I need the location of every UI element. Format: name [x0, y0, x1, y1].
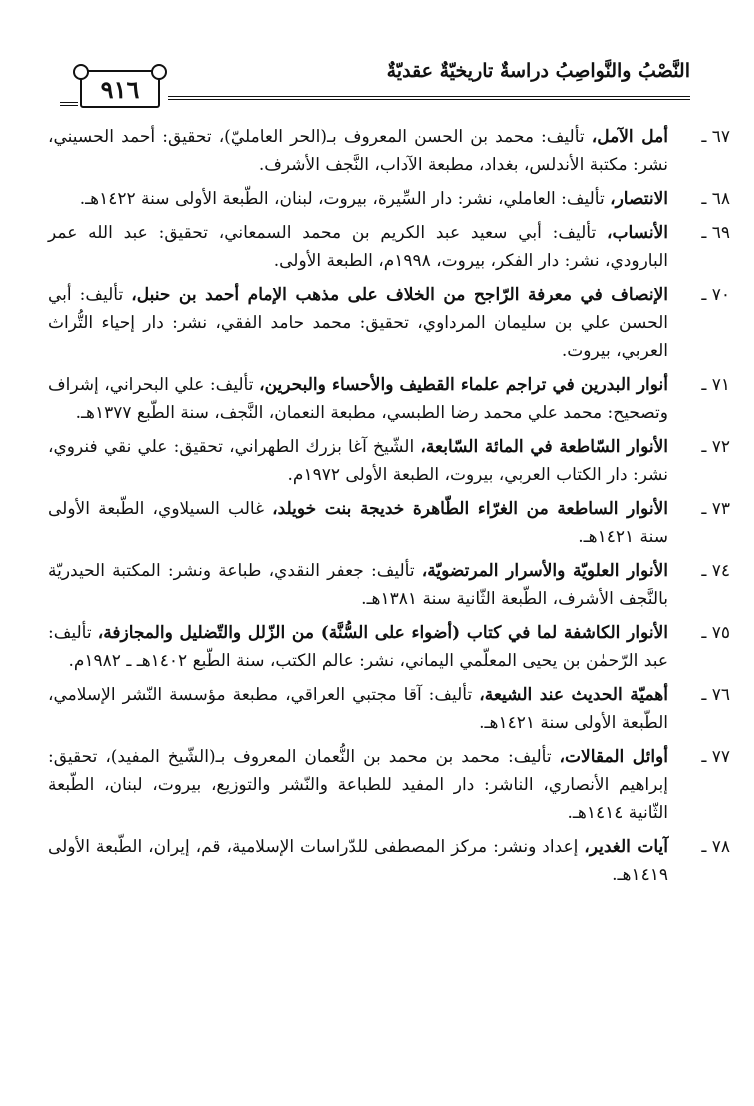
entry-title: الإنصاف في معرفة الرّاجح من الخلاف على مذهب الإمام أحمد بن حنبل،: [131, 285, 669, 305]
entry-number: ٧٤ ـ: [701, 561, 730, 581]
entry-title: أنوار البدرين في تراجم علماء القطيف والأحساء والبحرين،: [259, 375, 668, 395]
bibliography-entry-75: [48, 619, 730, 675]
entry-title: الأنساب،: [607, 223, 668, 243]
entry-number: ٧٣ ـ: [701, 499, 730, 519]
entry-number: ٧٠ ـ: [701, 285, 730, 305]
entry-title: الأنوار العلويّة والأسرار المرتضويّة،: [421, 561, 668, 581]
header-rule: [168, 96, 690, 97]
running-title: النَّصْبُ والنَّواصِبُ دراسةٌ تاريخيّةٌ عقديّةٌ: [386, 60, 690, 82]
frame-ornament-double: [60, 105, 78, 106]
entry-title: الأنوار الكاشفة لما في كتاب (أضواء على السُّنَّة) من الزّلل والتّضليل والمجازفة،: [97, 623, 668, 643]
entry-details: تأليف: آقا مجتبي العراقي، مطبعة مؤسسة النّشر الإسلامي، الطّبعة الأولى سنة ١٤٢١هـ.: [48, 685, 668, 733]
entry-details: تأليف: أبي سعيد عبد الكريم بن محمد السمعاني، تحقيق: عبد الله عمر البارودي، نشر: دار الفكر، بيروت، ١٩٩٨م، الطبعة الأولى.: [48, 223, 668, 271]
entry-number: ٧٧ ـ: [701, 747, 730, 767]
entry-number: ٧٦ ـ: [701, 685, 730, 705]
bibliography-entry-76: [48, 681, 730, 737]
entry-details: إعداد ونشر: مركز المصطفى للدّراسات الإسلامية، قم، إيران، الطّبعة الأولى ١٤١٩هـ.: [48, 837, 668, 885]
bibliography-entry-72: [48, 433, 730, 489]
entry-details: تأليف: علي البحراني، إشراف وتصحيح: محمد علي محمد رضا الطبسي، مطبعة النعمان، النَّجف، سنة الطّبع ١٣٧٧هـ.: [48, 375, 668, 423]
page-number: ٩١٦: [100, 74, 140, 104]
entry-details: تأليف: أبي الحسن علي بن سليمان المرداوي، تحقيق: محمد حامد الفقي، نشر: دار إحياء التُّراث العربي، بيروت.: [48, 285, 668, 361]
entry-title: آيات الغدير،: [584, 837, 668, 857]
page-header: [70, 52, 690, 116]
bibliography-list: [48, 123, 730, 895]
bibliography-entry-73: [48, 495, 730, 551]
entry-details: غالب السيلاوي، الطّبعة الأولى سنة ١٤٢١هـ.: [48, 499, 668, 547]
page-number-frame: [80, 70, 160, 108]
bibliography-entry-78: [48, 833, 730, 889]
header-rule-double: [168, 99, 690, 100]
bibliography-entry-70: [48, 281, 730, 365]
entry-number: ٦٧ ـ: [701, 127, 730, 147]
bibliography-entry-77: [48, 743, 730, 827]
bibliography-entry-69: [48, 219, 730, 275]
entry-title: الانتصار،: [610, 189, 668, 209]
bibliography-entry-74: [48, 557, 730, 613]
bibliography-entry-68: [48, 185, 730, 213]
entry-details: الشّيخ آغا بزرك الطهراني، تحقيق: علي نقي فنروي، نشر: دار الكتاب العربي، بيروت، الطبعة الأولى ١٩٧٢م.: [48, 437, 668, 485]
entry-number: ٧١ ـ: [701, 375, 730, 395]
entry-title: أهميّة الحديث عند الشيعة،: [479, 685, 668, 705]
bibliography-entry-67: [48, 123, 730, 179]
entry-title: أوائل المقالات،: [559, 747, 668, 767]
entry-title: الأنوار السّاطعة في المائة السّابعة،: [420, 437, 669, 457]
bibliography-entry-71: [48, 371, 730, 427]
entry-number: ٧٥ ـ: [701, 623, 730, 643]
entry-title: الأنوار الساطعة من الغرّاء الطّاهرة خديجة بنت خويلد،: [272, 499, 668, 519]
entry-number: ٧٢ ـ: [701, 437, 730, 457]
entry-number: ٧٨ ـ: [701, 837, 730, 857]
entry-number: ٦٩ ـ: [701, 223, 730, 243]
entry-details: تأليف: محمد بن محمد بن النُّعمان المعروف بـ(الشّيخ المفيد)، تحقيق: إبراهيم الأنصاري، الناشر: دار المفيد للطباعة والنّشر والتوزيع، بيروت، لبنان، الطّبعة الثّانية ١٤١٤هـ.: [48, 747, 668, 823]
frame-ornament: [60, 102, 78, 103]
entry-details: تأليف: عبد الرّحمٰن بن يحيى المعلّمي اليماني، نشر: عالم الكتب، سنة الطّبع ١٤٠٢هـ ـ ١٩٨٢م.: [48, 623, 668, 671]
entry-title: أمل الآمل،: [591, 127, 668, 147]
entry-details: تأليف: محمد بن الحسن المعروف بـ(الحر العامليّ)، تحقيق: أحمد الحسيني، نشر: مكتبة الأندلس، بغداد، مطبعة الآداب، النَّجف الأشرف.: [48, 127, 668, 175]
entry-details: تأليف: العاملي، نشر: دار السِّيرة، بيروت، لبنان، الطّبعة الأولى سنة ١٤٢٢هـ.: [79, 189, 611, 209]
entry-number: ٦٨ ـ: [701, 189, 730, 209]
entry-details: تأليف: جعفر النقدي، طباعة ونشر: المكتبة الحيدريّة بالنَّجف الأشرف، الطّبعة الثّانية سنة ١٣٨١هـ.: [48, 561, 668, 609]
